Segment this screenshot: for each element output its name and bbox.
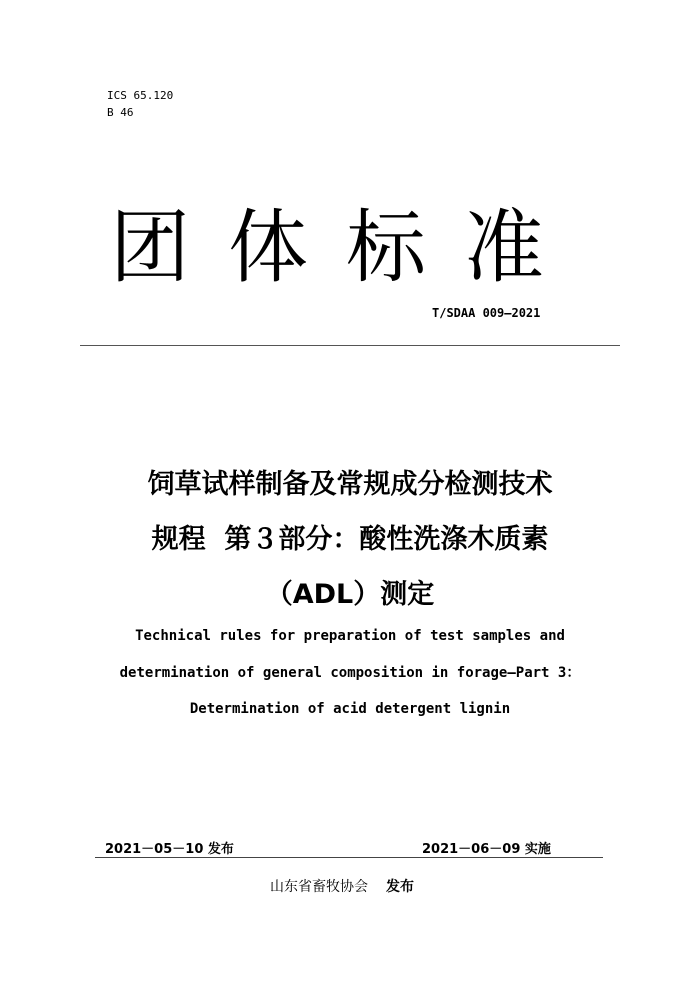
- title-cn-line3: （ADL）测定: [265, 579, 435, 610]
- standard-number: T/SDAA 009—2021: [432, 306, 541, 320]
- footer-divider: [95, 857, 603, 858]
- classification-codes: [107, 87, 173, 121]
- issuer-name: 山东省畜牧协会: [270, 879, 368, 895]
- publish-date: 2021－05－10 发布: [105, 842, 234, 857]
- issue-label: 发布: [386, 879, 414, 895]
- implement-date: 2021－06－09 实施: [422, 842, 551, 857]
- header-divider: [80, 345, 620, 346]
- title-cn-line2: 规程 第３部分：酸性洗涤木质素: [151, 524, 549, 555]
- title-en-line1: Technical rules for preparation of test samples and: [135, 628, 565, 644]
- issuer-line: [270, 876, 414, 896]
- ccs-code: B 46: [107, 106, 134, 119]
- title-en-line3: Determination of acid detergent lignin: [189, 701, 511, 717]
- title-en-line2: determination of general composition in forage—Part 3：: [119, 665, 581, 681]
- title-cn-line1: 饲草试样制备及常规成分检测技术: [147, 469, 553, 500]
- standard-type-heading: 团体标准: [110, 201, 582, 294]
- ics-code: ICS 65.120: [107, 89, 174, 102]
